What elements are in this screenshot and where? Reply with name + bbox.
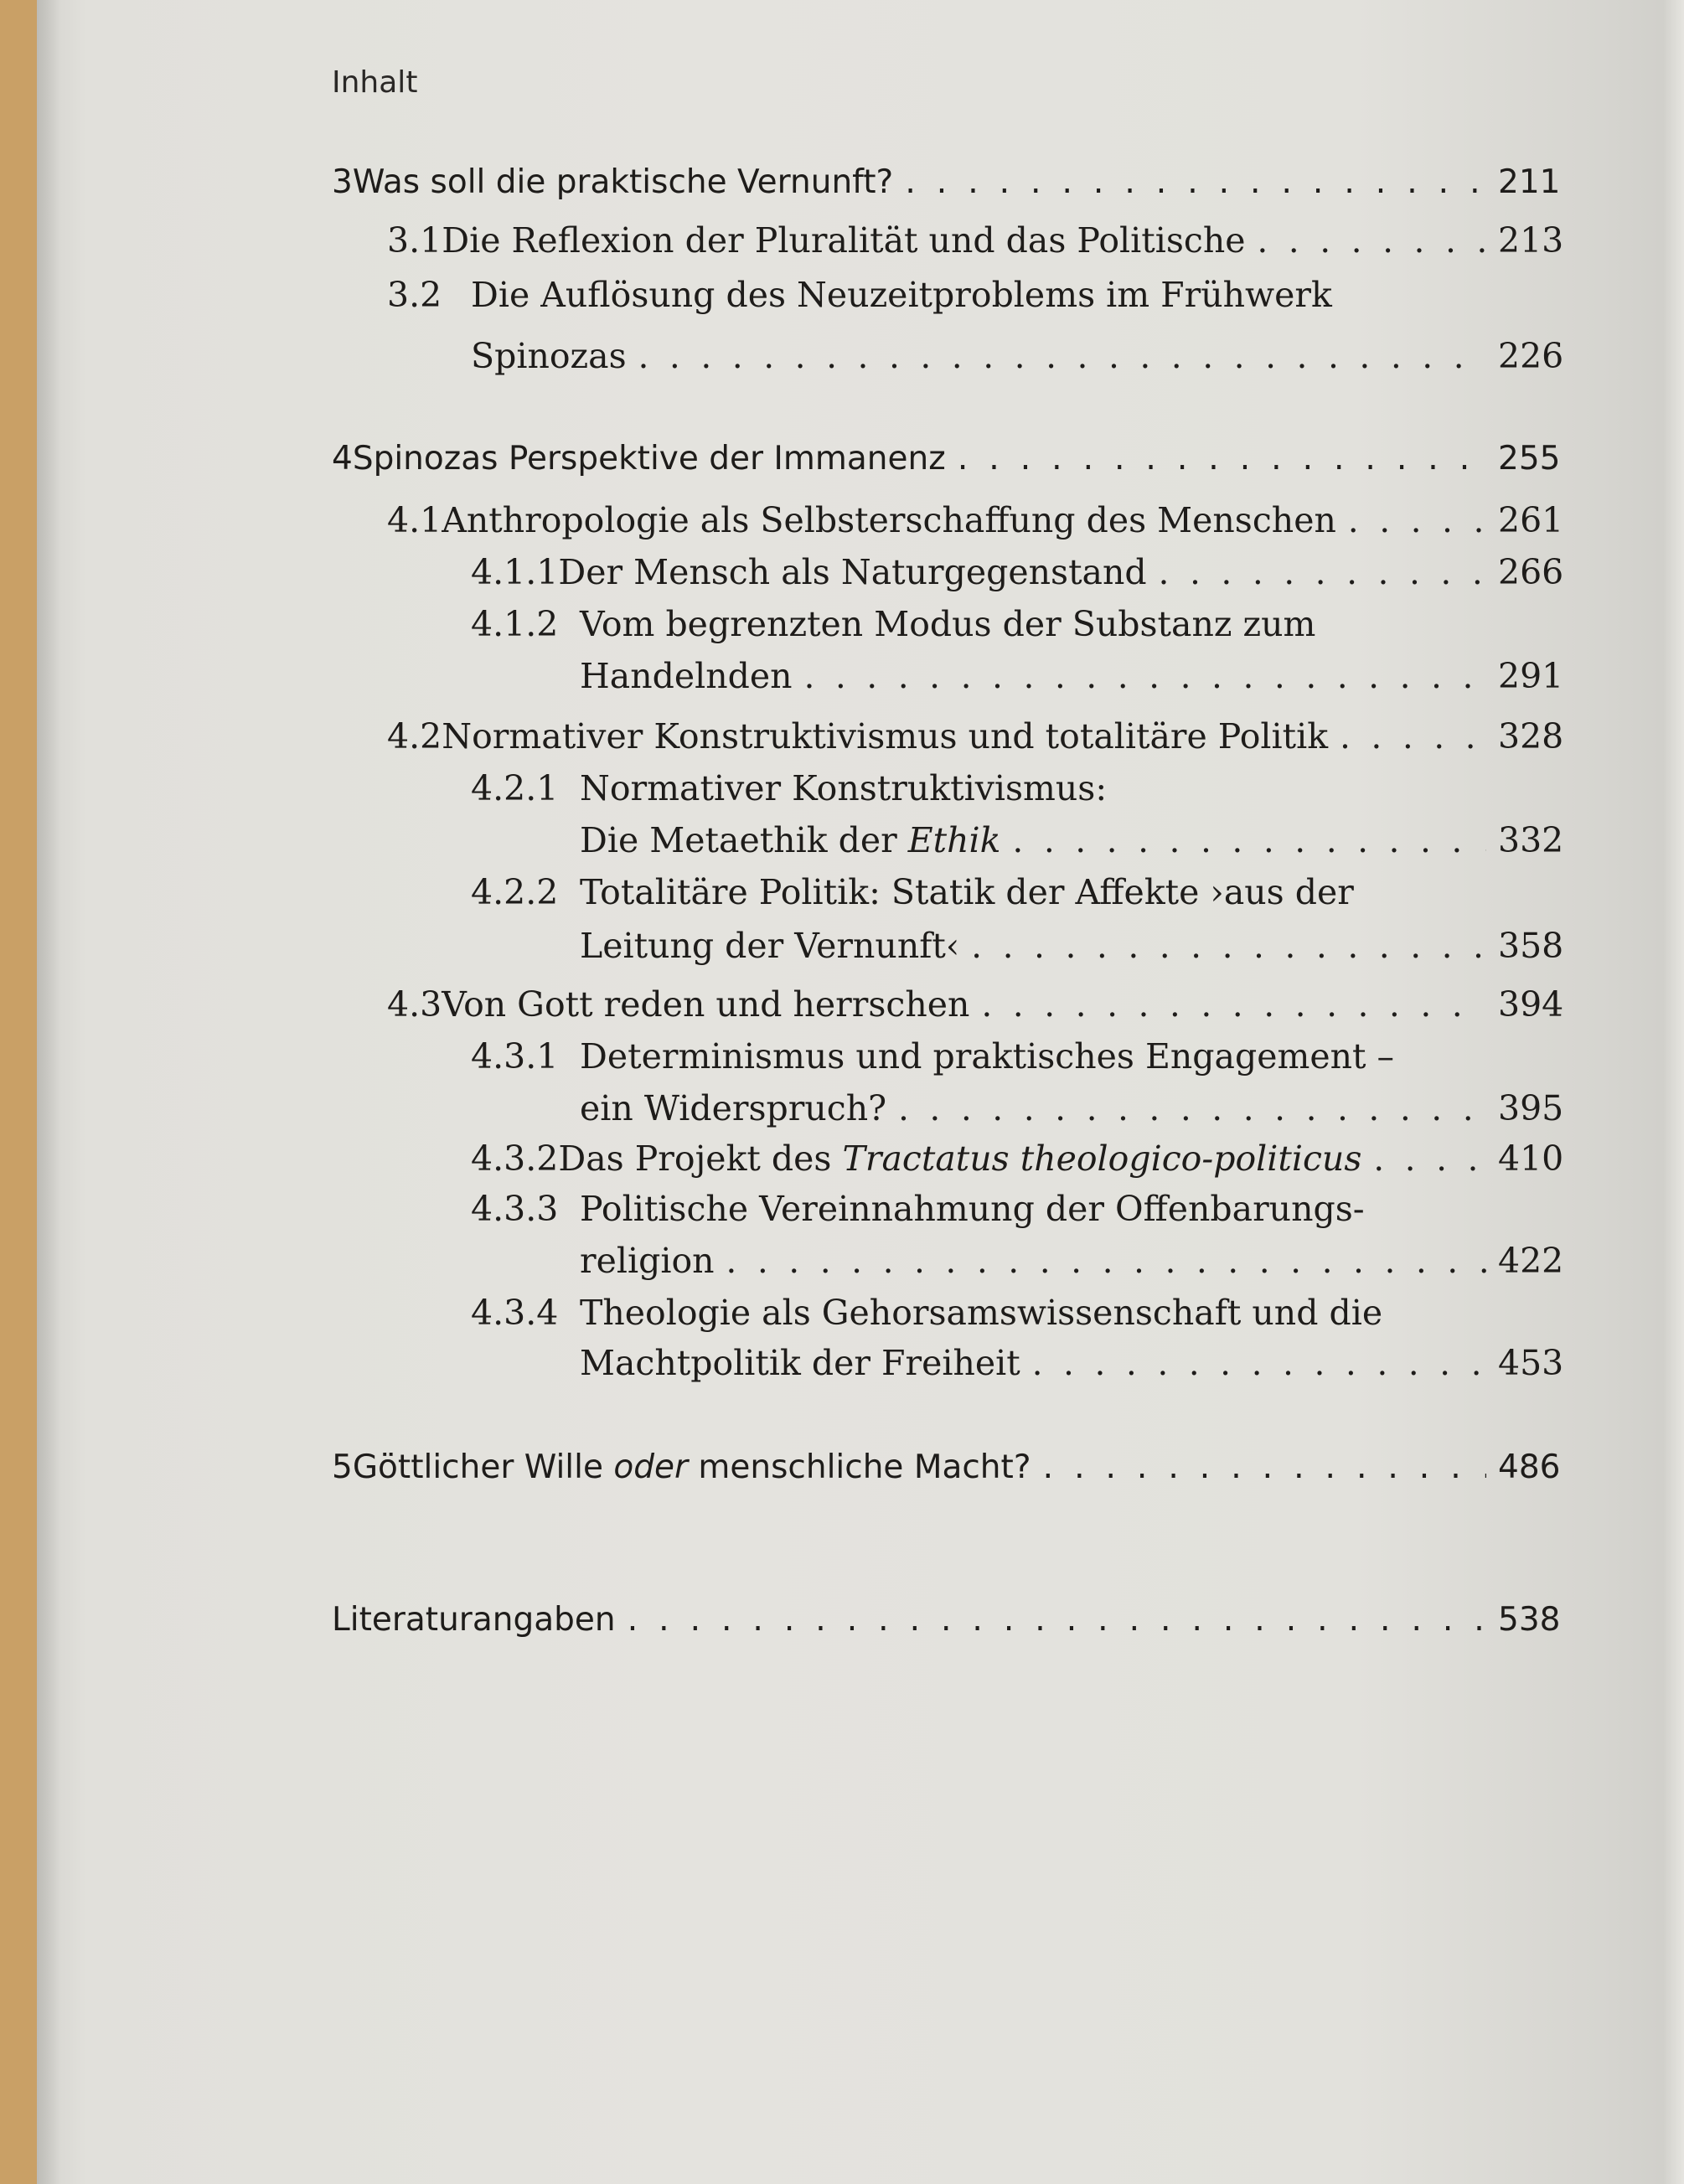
entry-page: 394 [1498,984,1564,1025]
entry-page: 255 [1498,440,1561,478]
entry-title: Von Gott reden und herrschen [442,984,970,1025]
toc-entry-3-1 [387,218,1564,263]
entry-number: 4.3.2 [471,1138,559,1179]
toc-entry-ch5 [332,1444,1561,1490]
title-italic: Ethik [907,820,1001,860]
entry-title: Normativer Konstruktivismus: [580,768,1108,808]
toc-entry-ch3 [332,159,1561,204]
entry-number: 5 [332,1448,353,1486]
entry-title: Anthropologie als Selbsterschaffung des Menschen [442,500,1336,540]
entry-number: 4.3.3 [471,1189,559,1229]
dot-leader [638,333,1486,379]
entry-title: Politische Vereinnahmung der Offenbarungs- [580,1189,1365,1229]
book-page [37,0,1684,2184]
toc-entry-3-2-line1 [387,272,1557,318]
dot-leader [628,1597,1486,1643]
toc-entry-3-2-line2 [471,333,1564,379]
dot-leader [1373,1136,1486,1182]
dot-leader [1348,498,1486,544]
entry-page: 211 [1498,163,1561,201]
entry-number: 4 [332,440,353,478]
dot-leader [1340,714,1486,760]
entry-number: 4.3.4 [471,1293,559,1333]
entry-page: 395 [1498,1088,1564,1128]
dot-leader [1159,550,1486,596]
dot-leader [726,1238,1486,1284]
entry-number: 4.2 [387,716,442,756]
entry-number: 3.1 [387,220,442,261]
toc-entry-4-3-2 [471,1136,1564,1181]
entry-title-continued: Machtpolitik der Freiheit [580,1343,1020,1383]
dot-leader [1032,1340,1486,1386]
dot-leader [981,982,1486,1028]
entry-title-continued: Spinozas [471,336,627,376]
entry-page: 538 [1498,1601,1561,1639]
entry-title: Determinismus und praktisches Engagement – [580,1036,1395,1077]
toc-entry-4-2-2-line1 [471,870,1557,915]
toc-entry-4-1-2-line2 [580,653,1564,699]
entry-number: 4.3.1 [471,1036,559,1077]
dot-leader [1043,1444,1486,1490]
dot-leader [1258,218,1487,264]
entry-page: 358 [1498,926,1564,966]
toc-entry-4-2 [387,714,1564,759]
toc-entry-4-1-2-line1 [471,602,1557,647]
entry-number: 4.3 [387,984,442,1025]
dot-leader [1013,818,1486,864]
title-italic: oder [613,1448,689,1486]
entry-page: 328 [1498,716,1564,756]
toc-entry-4-3-1-line2 [580,1086,1564,1131]
entry-title: Die Auflösung des Neuzeitproblems im Frühwerk [471,275,1332,315]
entry-page: 213 [1498,220,1564,261]
toc-entry-4-3 [387,982,1564,1027]
toc-entry-4-1-1 [471,550,1564,595]
entry-number: 4.1.1 [471,552,559,592]
toc-entry-4-3-4-line2 [580,1340,1564,1386]
entry-page: 410 [1498,1138,1564,1179]
title-text: Das Projekt des [558,1138,843,1179]
toc-entry-4-3-4-line1 [471,1290,1557,1335]
entry-page: 453 [1498,1343,1564,1383]
dot-leader [905,159,1486,205]
dot-leader [804,653,1486,700]
toc-entry-4-3-3-line2 [580,1238,1564,1283]
toc-entry-literature [332,1597,1561,1642]
entry-title: Totalitäre Politik: Statik der Affekte ›aus der [580,872,1354,912]
entry-title: Die Reflexion der Pluralität und das Politische [442,220,1246,261]
entry-page: 291 [1498,656,1564,696]
entry-title: Was soll die praktische Vernunft? [352,163,894,201]
entry-page: 486 [1498,1448,1561,1486]
entry-title: Theologie als Gehorsamswissenschaft und die [580,1293,1383,1333]
entry-page: 266 [1498,552,1564,592]
entry-title-continued: religion [580,1241,715,1281]
entry-title: Der Mensch als Naturgegenstand [558,552,1147,592]
entry-title-continued: ein Widerspruch? [580,1088,887,1128]
title-italic: Tractatus theologico-politicus [842,1138,1362,1179]
entry-title-continued: Leitung der Vernunft‹ [580,926,960,966]
dot-leader [958,436,1486,482]
entry-title: Spinozas Perspektive der Immanenz [352,440,946,478]
entry-number: 3 [332,163,353,201]
entry-page: 422 [1498,1241,1564,1281]
entry-title-continued [580,818,1001,863]
entry-title [558,1136,1361,1181]
toc-entry-4-3-1-line1 [471,1034,1557,1079]
toc-entry-4-3-3-line1 [471,1186,1557,1231]
entry-title: Normativer Konstruktivismus und totalitäre Politik [442,716,1329,756]
entry-number: 4.1 [387,500,442,540]
toc-entry-4-2-1-line1 [471,766,1557,811]
entry-title: Literaturangaben [332,1601,616,1639]
toc-entry-4-2-2-line2 [580,923,1564,968]
entry-page: 261 [1498,500,1564,540]
title-text: menschliche Macht? [688,1448,1031,1486]
title-text: Die Metaethik der [580,820,908,860]
entry-page: 226 [1498,336,1564,376]
toc-entry-4-1 [387,498,1564,543]
entry-title: Vom begrenzten Modus der Substanz zum [580,604,1316,644]
dot-leader [971,923,1486,969]
entry-number: 3.2 [387,275,442,315]
running-head: Inhalt [332,65,418,100]
entry-page: 332 [1498,820,1564,860]
title-text: Göttlicher Wille [352,1448,614,1486]
entry-title-continued: Handelnden [580,656,793,696]
entry-number: 4.1.2 [471,604,559,644]
entry-number: 4.2.1 [471,768,559,808]
toc-entry-ch4 [332,436,1561,481]
entry-number: 4.2.2 [471,872,559,912]
dot-leader [898,1086,1486,1132]
toc-entry-4-2-1-line2 [580,818,1564,863]
entry-title [353,1445,1031,1490]
page-edge [1664,0,1684,2184]
